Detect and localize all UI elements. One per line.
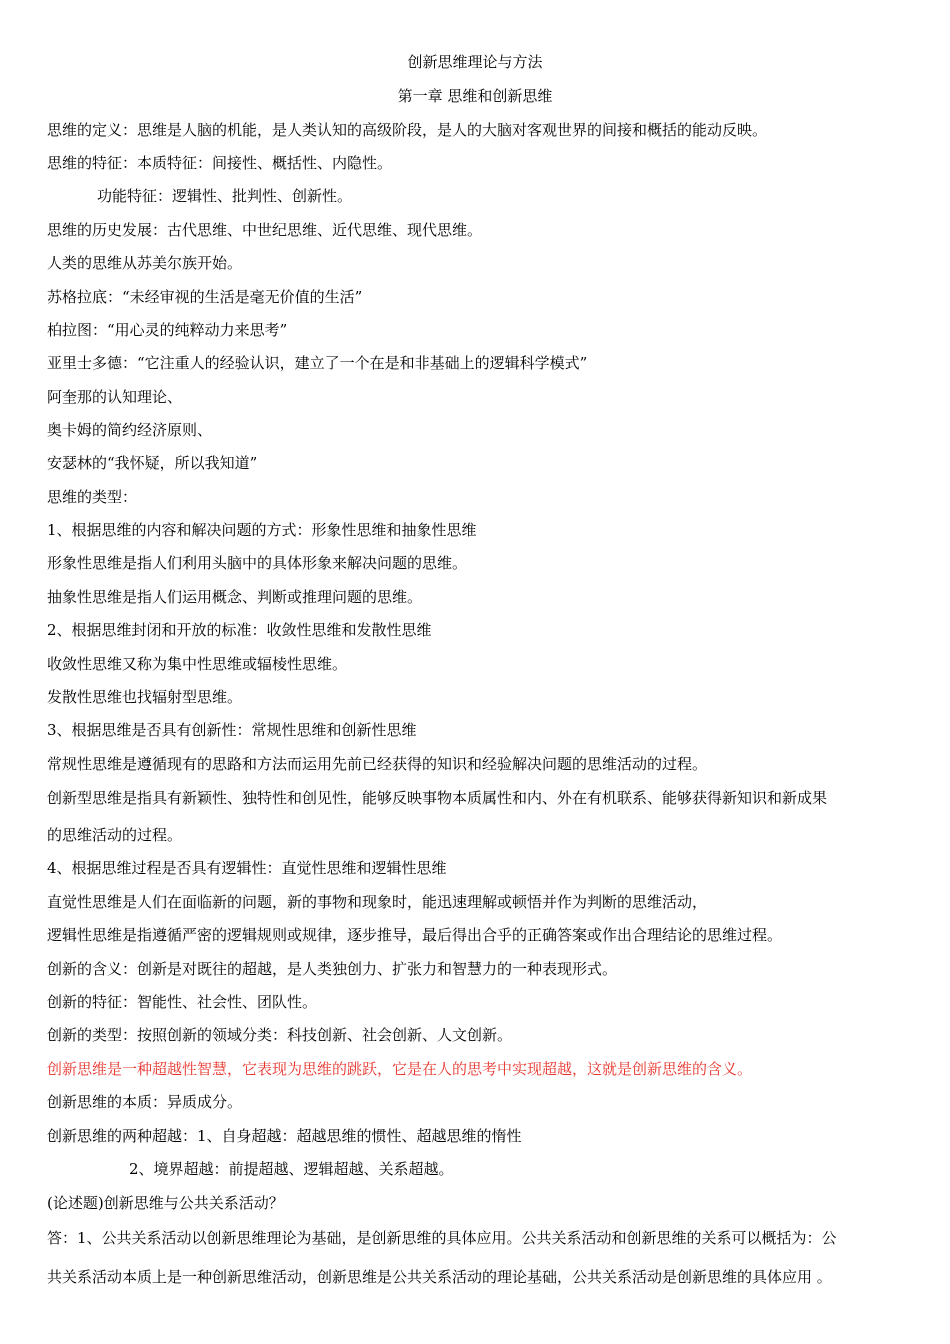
paragraph-line: 形象性思维是指人们利用头脑中的具体形象来解决问题的思维。 (47, 554, 468, 572)
paragraph-line: 逻辑性思维是指遵循严密的逻辑规则或规律，逐步推导，最后得出合乎的正确答案或作出合理结论的思维过程。 (47, 926, 783, 944)
paragraph-line: 安瑟林的“我怀疑，所以我知道” (47, 454, 258, 472)
paragraph-line: 奥卡姆的简约经济原则、 (47, 421, 213, 439)
paragraph-line: 思维的类型： (47, 488, 138, 506)
paragraph-line: 2、境界超越：前提超越、逻辑超越、关系超越。 (129, 1160, 454, 1178)
paragraph-line: 苏格拉底：“未经审视的生活是毫无价值的生活” (47, 288, 363, 306)
answer-line: 答：1、公共关系活动以创新思维理论为基础，是创新思维的具体应用。公共关系活动和创新思维的关系可以概括为：公 (47, 1229, 837, 1247)
paragraph-line: 收敛性思维又称为集中性思维或辐棱性思维。 (47, 655, 348, 673)
paragraph-line: 思维的特征：本质特征：间接性、概括性、内隐性。 (47, 154, 393, 172)
paragraph-line: 创新的特征：智能性、社会性、团队性。 (47, 993, 318, 1011)
answer-line: 共关系活动本质上是一种创新思维活动，创新思维是公共关系活动的理论基础，公共关系活动是创新思维的具体应用 。 (47, 1268, 832, 1286)
paragraph-line: 直觉性思维是人们在面临新的问题，新的事物和现象时，能迅速理解或顿悟并作为判断的思维活动， (47, 893, 708, 911)
paragraph-line: 创新的类型：按照创新的领域分类：科技创新、社会创新、人文创新。 (47, 1026, 513, 1044)
paragraph-line: 思维的历史发展：古代思维、中世纪思维、近代思维、现代思维。 (47, 221, 483, 239)
chapter-heading: 第一章 思维和创新思维 (397, 87, 553, 105)
paragraph-line: 柏拉图：“用心灵的纯粹动力来思考” (47, 321, 288, 339)
paragraph-line: 亚里士多德：“它注重人的经验认识，建立了一个在是和非基础上的逻辑科学模式” (47, 354, 588, 372)
paragraph-line: 发散性思维也找辐射型思维。 (47, 688, 243, 706)
highlighted-definition: 创新思维是一种超越性智慧，它表现为思维的跳跃，它是在人的思考中实现超越，这就是创新思维的含义。 (47, 1060, 753, 1078)
paragraph-line: 创新思维的本质：异质成分。 (47, 1093, 243, 1111)
document-title: 创新思维理论与方法 (407, 53, 543, 71)
paragraph-line: 4、根据思维过程是否具有逻辑性：直觉性思维和逻辑性思维 (47, 859, 447, 877)
paragraph-line: 1、根据思维的内容和解决问题的方式：形象性思维和抽象性思维 (47, 521, 477, 539)
paragraph-line: 抽象性思维是指人们运用概念、判断或推理问题的思维。 (47, 588, 423, 606)
paragraph-line: 常规性思维是遵循现有的思路和方法而运用先前已经获得的知识和经验解决问题的思维活动的过程。 (47, 755, 708, 773)
paragraph-line: 功能特征：逻辑性、批判性、创新性。 (97, 187, 353, 205)
paragraph-line: 思维的定义：思维是人脑的机能，是人类认知的高级阶段，是人的大脑对客观世界的间接和概括的能动反映。 (47, 121, 768, 139)
paragraph-line: 2、根据思维封闭和开放的标准：收敛性思维和发散性思维 (47, 621, 432, 639)
paragraph-line: 创新型思维是指具有新颖性、独特性和创见性，能够反映事物本质属性和内、外在有机联系、能够获得新知识和新成果 (47, 789, 828, 807)
paragraph-line: 的思维活动的过程。 (47, 826, 183, 844)
paragraph-line: 阿奎那的认知理论、 (47, 388, 183, 406)
paragraph-line: 创新思维的两种超越：1、自身超越：超越思维的惯性、超越思维的惰性 (47, 1127, 522, 1145)
essay-question: (论述题)创新思维与公共关系活动？ (47, 1194, 284, 1212)
paragraph-line: 创新的含义：创新是对既往的超越，是人类独创力、扩张力和智慧力的一种表现形式。 (47, 960, 618, 978)
paragraph-line: 3、根据思维是否具有创新性：常规性思维和创新性思维 (47, 721, 417, 739)
paragraph-line: 人类的思维从苏美尔族开始。 (47, 254, 243, 272)
